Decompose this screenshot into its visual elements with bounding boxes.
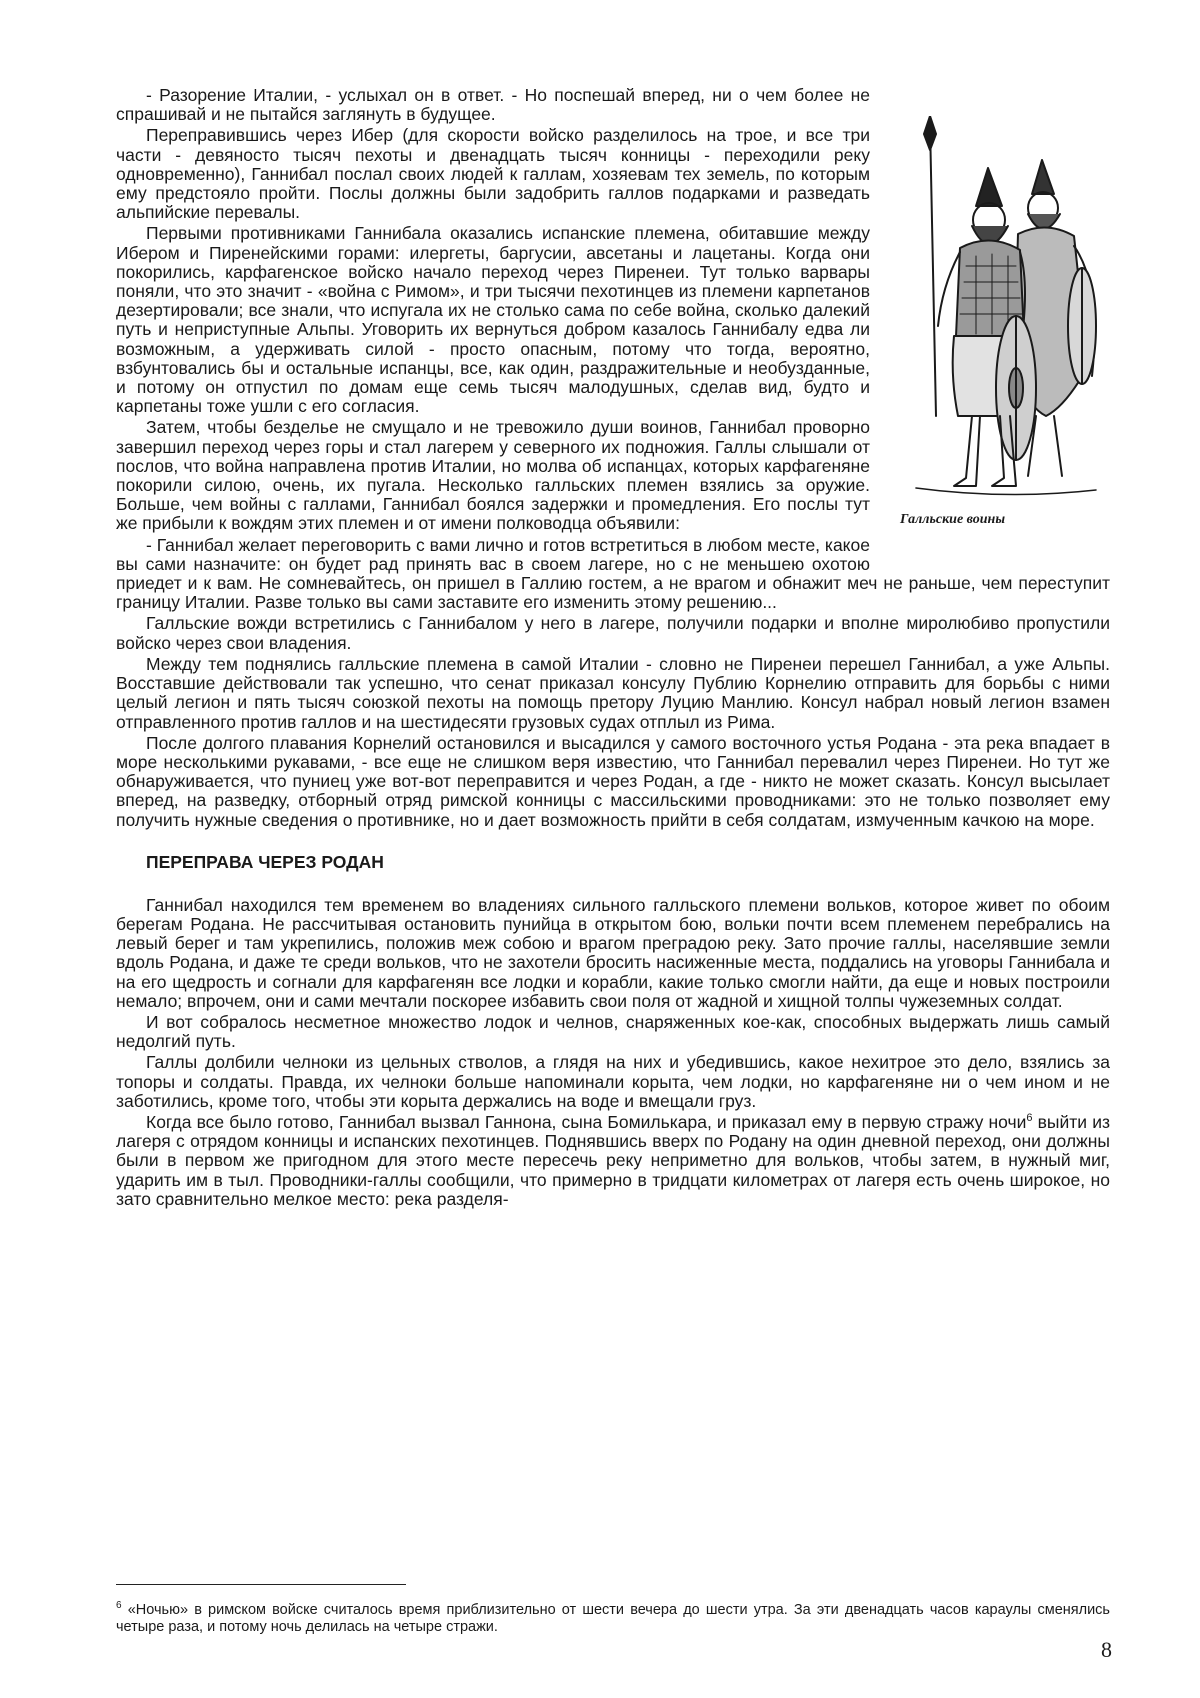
gallic-warriors-illustration (896, 116, 1110, 508)
figure-caption: Галльские воины (900, 512, 1006, 527)
paragraph-text: выйти из лагеря с отрядом конницы и испанских пехотинцев. Поднявшись вверх по Родану на один дневной переход, они должны были в первом же пригодном для этого месте пересечь реку неприметно для вольков, чтобы затем, в нужный миг, ударить им в тыл. Проводники-галлы сообщили, что примерно в тридцати километрах от лагеря есть очень широкое, но зато сравнительно мелкое место: река разделя- (116, 1111, 1110, 1209)
paragraph: Галлы долбили челноки из цельных стволов, а глядя на них и убедившись, какое нехитрое это дело, взялись за топоры и солдаты. Правда, их челноки больше напоминали корыта, чем лодки, но карфагеняне ни о чем ином и не заботились, кроме того, чтобы эти корыта держались на воде и вмещали груз. (116, 1052, 1110, 1111)
section-heading: ПЕРЕПРАВА ЧЕРЕЗ РОДАН (146, 851, 384, 872)
paragraph: - Ганнибал желает переговорить с вами лично и готов встретиться в любом месте, какое вы сами назначите: он будет рад принять вас в своем лагере, но с не меньшею охотою приедет и к вам. Не сомневайтесь, он пришел в Галлию гостем, а не врагом и обнажит меч не раньше, чем переступит границу Италии. Разве только вы сами заставите его изменить этому решению... (116, 534, 1110, 613)
paragraph: - Разорение Италии, - услыхал он в ответ. - Но поспешай вперед, ни о чем более не спрашивай и не пытайся заглянуть в будущее. (116, 85, 870, 125)
paragraph: И вот собралось несметное множество лодок и челнов, снаряженных кое-как, способных выдержать лишь самый недолгий путь. (116, 1011, 1110, 1052)
paragraph: Первыми противниками Ганнибала оказались испанские племена, обитавшие между Ибером и Пиренейскими горами: илергеты, баргусии, авсетаны и лацетаны. Когда они покорились, карфагенское войско начало переход через Пиренеи. Тут только варвары поняли, что это значит - «война с Римом», и три тысячи пехотинцев из племени карпетанов дезертировали; все знали, что испугала их не столько сама по себе война, сколько далекий путь и неприступные Альпы. Уговорить их вернуться добром казалось Ганнибалу едва ли возможным, а удерживать силой - просто опасным, потому что тогда, вероятно, взбунтовались бы и остальные испанцы, все, как один, раздражительные и необузданные, и потому он отпустил по домам еще семь тысяч малодушных, сделав вид, будто и карпетаны тоже ушли с его согласия. (116, 223, 870, 417)
body-text (116, 86, 1110, 1211)
paragraph-text: Когда все было готово, Ганнибал вызвал Ганнона, сына Бомилькара, и приказал ему в первую стражу ночи (146, 1111, 1027, 1132)
paragraph: После долгого плавания Корнелий остановился и высадился у самого восточного устья Родана - эта река впадает в море несколькими рукавами, - все еще не слишком веря известию, что Ганнибал перевалил через Пиренеи. Но тут же обнаруживается, что пуниец уже вот-вот переправится и через Родан, а где - никто не может сказать. Консул высылает вперед, на разведку, отборный отряд римской конницы с массильскими проводниками: это не только позволяет ему получить нужные сведения о противнике, но и дает возможность прийти в себя солдатам, измученным качкою на море. (116, 732, 1110, 830)
footnote-divider (116, 1584, 406, 1585)
footnote-number: 6 (116, 1600, 122, 1612)
illustration-figure (896, 116, 1110, 554)
footnote (116, 1602, 1110, 1636)
footnote-text: «Ночью» в римском войске считалось время приблизительно от шести вечера до шести утра. За эти двенадцать часов караулы сменялись четыре раза, и потому ночь делилась на четыре стражи. (116, 1602, 1110, 1635)
paragraph (116, 1113, 1110, 1209)
paragraph: Ганнибал находился тем временем во владениях сильного галльского племени вольков, которое живет по обоим берегам Родана. Не рассчитывая остановить пунийца в открытом бою, вольки почти всем племенем перебрались на левый берег и там укрепились, положив меж собою и врагом преградою реку. Зато прочие галлы, населявшие земли вдоль Родана, и даже те среди вольков, что не захотели бросить насиженные места, поддались на уговоры Ганнибала и на его щедрость и согнали для карфагенян все лодки и корабли, какие только смогли найти, да еще и новых построили немало; впрочем, они и сами мечтали поскорее избавить свои поля от жадной и хищной толпы чужеземных солдат. (116, 894, 1110, 1011)
paragraph: Затем, чтобы безделье не смущало и не тревожило души воинов, Ганнибал проворно завершил переход через горы и стал лагерем у северного их подножия. Галлы слышали от послов, что война направлена против Италии, но молва об испанцах, которых карфагеняне покорили силою, очень, их пугала. Несколько галльских племен взялись за оружие. Больше, чем войны с галлами, Ганнибал боялся задержки и промедления. Его послы тут же прибыли к вождям этих племен и от имени полководца объявили: (116, 417, 870, 534)
footnote-reference[interactable]: 6 (1026, 1112, 1033, 1125)
paragraph: Переправившись через Ибер (для скорости войско разделилось на трое, и все три части - девяносто тысяч пехоты и двенадцать тысяч конницы - переходили реку одновременно), Ганнибал послал своих людей к галлам, хозяевам тех земель, по которым ему предстояло пройти. Послы должны были задобрить галлов подарками и разведать альпийские перевалы. (116, 125, 870, 223)
page-number: 8 (1101, 1637, 1112, 1662)
paragraph: Между тем поднялись галльские племена в самой Италии - словно не Пиренеи перешел Ганнибал, а уже Альпы. Восставшие действовали так успешно, что сенат приказал консулу Публию Корнелию отправить для борьбы с ними целый легион и пять тысяч союзкой пехоты на помощь претору Луцию Манлию. Консул набрал новый легион взамен отправленного против галлов и на шестидесяти грузовых судах отплыл из Рима. (116, 653, 1110, 732)
paragraph: Галльские вожди встретились с Ганнибалом у него в лагере, получили подарки и вполне миролюбиво пропустили войско через свои владения. (116, 613, 1110, 653)
